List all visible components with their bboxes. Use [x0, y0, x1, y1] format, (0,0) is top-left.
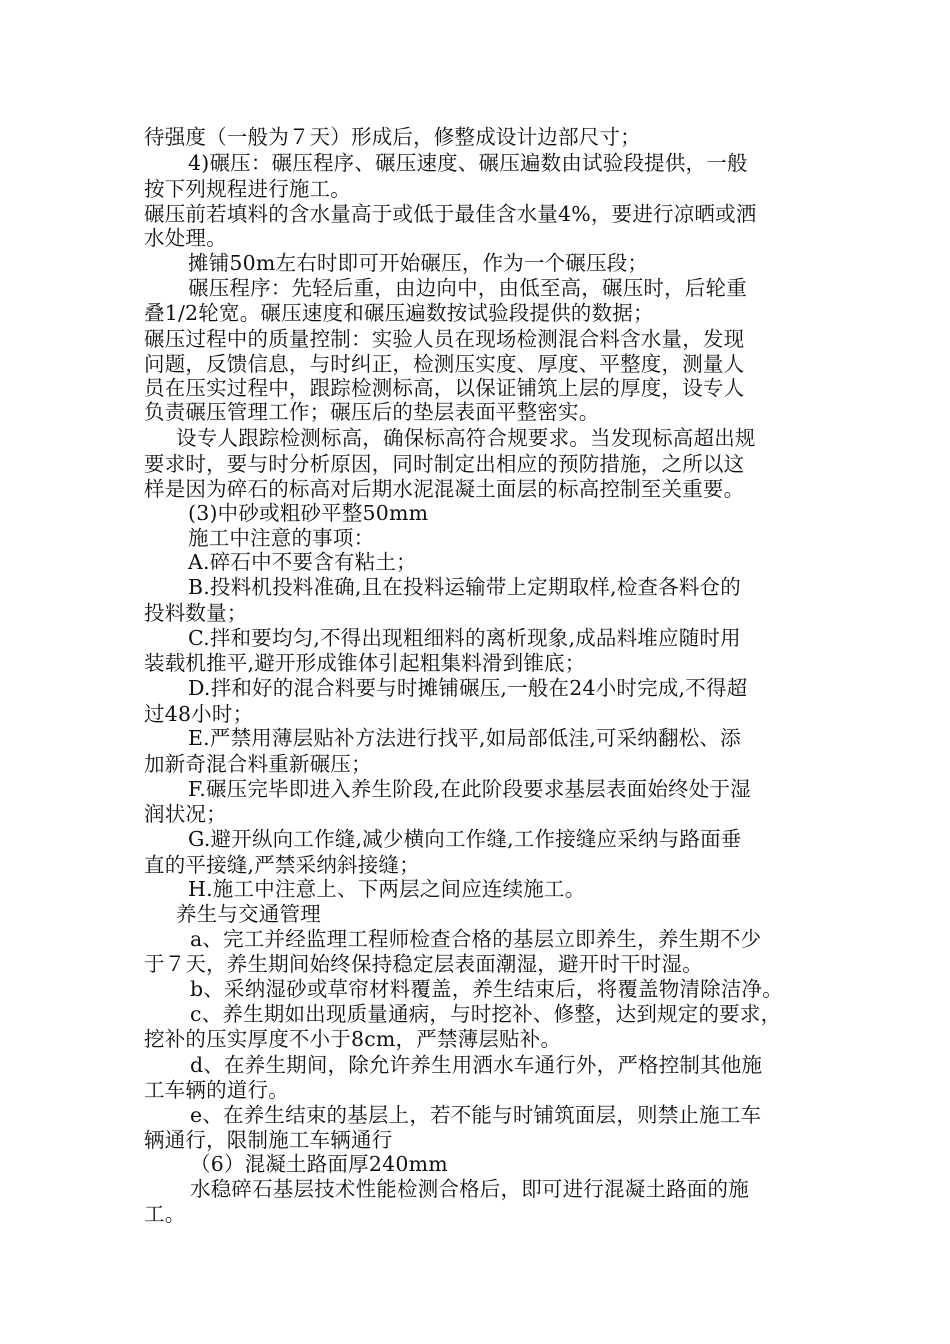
text-line: 叠1/2轮宽。碾压速度和碾压遍数按试验段提供的数据；: [144, 301, 654, 325]
text-line: 挖补的压实厚度不小于8cm，严禁薄层贴补。: [144, 1027, 562, 1051]
text-line: 辆通行，限制施工车辆通行: [144, 1128, 393, 1152]
section-heading: （6）混凝土路面厚240mm: [190, 1152, 448, 1176]
text-line: 过48小时；: [144, 702, 254, 726]
text-line: (3)中砂或粗砂平整50mm: [188, 501, 429, 525]
text-line: 问题，反馈信息，与时纠正，检测压实度、厚度、平整度，测量人: [144, 352, 745, 376]
text-line: a、完工并经监理工程师检查合格的基层立即养生，养生期不少: [190, 927, 762, 951]
text-line: b、采纳湿砂或草帘材料覆盖，养生结束后，将覆盖物清除洁净。: [190, 977, 783, 1001]
text-line: A.碎石中不要含有粘土；: [188, 550, 417, 574]
text-line: c、养生期如出现质量通病，与时挖补、修整，达到规定的要求，: [190, 1002, 782, 1026]
text-line: B.投料机投料准确,且在投料运输带上定期取样,检查各料仓的: [188, 575, 741, 599]
text-line: 工。: [144, 1202, 186, 1226]
text-line: 碾压程序：先轻后重，由边向中，由低至高，碾压时，后轮重: [188, 276, 747, 300]
text-line: E.严禁用薄层贴补方法进行找平,如局部低洼,可采纳翻松、添: [188, 726, 741, 750]
text-line: 设专人跟踪检测标高，确保标高符合规要求。当发现标高超出规: [176, 426, 756, 450]
text-line: e、在养生结束的基层上，若不能与时铺筑面层，则禁止施工车: [190, 1103, 762, 1127]
text-line: F.碾压完毕即进入养生阶段,在此阶段要求基层表面始终处于湿: [188, 777, 751, 801]
text-line: 施工中注意的事项：: [188, 526, 375, 550]
text-line: 投料数量；: [144, 601, 248, 625]
text-line: 工车辆的道行。: [144, 1078, 289, 1102]
text-line: 负责碾压管理工作；碾压后的垫层表面平整密实。: [144, 400, 600, 424]
text-line: 加新奇混合料重新碾压；: [144, 752, 372, 776]
text-line: 员在压实过程中，跟踪检测标高，以保证铺筑上层的厚度，设专人: [144, 376, 745, 400]
section-heading: 养生与交通管理: [176, 902, 321, 926]
text-line: H.施工中注意上、下两层之间应连续施工。: [188, 877, 586, 901]
text-line: 待强度（一般为７天）形成后，修整成设计边部尺寸；: [144, 125, 641, 149]
text-line: D.拌和好的混合料要与时摊铺碾压,一般在24小时完成,不得超: [188, 676, 748, 700]
text-line: 摊铺50m左右时即可开始碾压，作为一个碾压段；: [188, 251, 649, 275]
text-line: 水稳碎石基层技术性能检测合格后，即可进行混凝土路面的施: [190, 1177, 749, 1201]
text-line: 直的平接缝,严禁采纳斜接缝；: [144, 853, 420, 877]
text-line: 按下列规程进行施工。: [144, 177, 351, 201]
text-line: 4)碾压：碾压程序、碾压速度、碾压遍数由试验段提供，一般: [188, 151, 748, 175]
text-line: 样是因为碎石的标高对后期水泥混凝土面层的标高控制至关重要。: [144, 477, 745, 501]
text-line: d、在养生期间，除允许养生用洒水车通行外，严格控制其他施: [190, 1053, 763, 1077]
text-line: 要求时，要与时分析原因，同时制定出相应的预防措施，之所以这: [144, 452, 745, 476]
text-line: 于７天，养生期间始终保持稳定层表面潮湿，避开时干时湿。: [144, 952, 703, 976]
text-line: C.拌和要均匀,不得出现粗细料的离析现象,成品料堆应随时用: [188, 626, 741, 650]
text-line: 水处理。: [144, 226, 227, 250]
text-line: G.避开纵向工作缝,减少横向工作缝,工作接缝应采纳与路面垂: [188, 827, 742, 851]
text-line: 装载机推平,避开形成锥体引起粗集料滑到锥底；: [144, 651, 586, 675]
text-line: 润状况；: [144, 802, 227, 826]
text-line: 碾压前若填料的含水量高于或低于最佳含水量4%，要进行凉晒或洒: [144, 202, 757, 226]
text-line: 碾压过程中的质量控制：实验人员在现场检测混合料含水量，发现: [144, 327, 745, 351]
